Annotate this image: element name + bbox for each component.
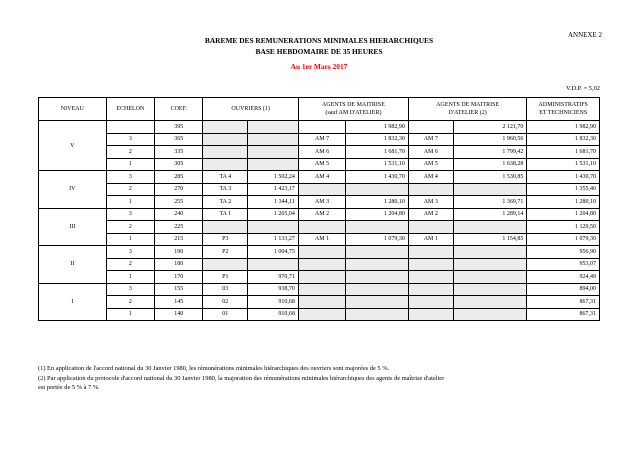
admin-value-cell: 1 204,80 bbox=[527, 208, 600, 221]
table-row bbox=[39, 208, 600, 221]
header-agents-atelier bbox=[408, 98, 526, 121]
coef-cell: 335 bbox=[155, 146, 203, 159]
ama-code-cell: AM 1 bbox=[408, 233, 453, 246]
echelon-cell: 3 bbox=[106, 171, 154, 184]
level-cell-ii: II bbox=[39, 246, 107, 284]
header-agents-maitrise-line2: (sauf AM D'ATELIER) bbox=[325, 110, 382, 116]
coef-cell: 305 bbox=[155, 158, 203, 171]
am-code-cell bbox=[298, 246, 345, 259]
table-row bbox=[39, 296, 600, 309]
coef-cell: 255 bbox=[155, 196, 203, 209]
coef-cell: 140 bbox=[155, 308, 203, 321]
am-code-cell: AM 1 bbox=[298, 233, 345, 246]
admin-value-cell: 1 355,40 bbox=[527, 183, 600, 196]
am-code-cell bbox=[298, 221, 345, 234]
coef-cell: 285 bbox=[155, 171, 203, 184]
ama-value-cell: 1 369,71 bbox=[453, 196, 527, 209]
am-code-cell: AM 6 bbox=[298, 146, 345, 159]
echelon-cell: 1 bbox=[106, 308, 154, 321]
ama-value-cell bbox=[453, 296, 527, 309]
footnote-2-line2: est portée de 5 % à 7 %. bbox=[38, 384, 100, 392]
ouvrier-code-cell: TA 4 bbox=[203, 171, 248, 184]
header-agents-maitrise bbox=[298, 98, 408, 121]
table-row bbox=[39, 146, 600, 159]
header-ouvriers: OUVRIERS (1) bbox=[203, 98, 299, 121]
ouvrier-value-cell: 1 004,75 bbox=[248, 246, 299, 259]
ama-value-cell: 1 960,56 bbox=[453, 133, 527, 146]
coef-cell: 145 bbox=[155, 296, 203, 309]
ama-code-cell bbox=[408, 121, 453, 134]
ouvrier-code-cell: TA 3 bbox=[203, 183, 248, 196]
footnote-2-line1: (2) Par application du protocole d'accord national du 30 Janvier 1980, la majoration des rémunérations minimales hiérarchiques des agents de maîtrise d'atelier bbox=[38, 374, 445, 382]
ouvrier-code-cell bbox=[203, 133, 248, 146]
echelon-cell: 3 bbox=[106, 208, 154, 221]
ouvrier-value-cell: 970,71 bbox=[248, 271, 299, 284]
header-niveau: NIVEAU bbox=[39, 98, 107, 121]
am-value-cell: 1 982,90 bbox=[346, 121, 409, 134]
header-agents-atelier-line2: D'ATELIER (2) bbox=[448, 110, 487, 116]
am-value-cell bbox=[346, 221, 409, 234]
ouvrier-value-cell: 1 265,04 bbox=[248, 208, 299, 221]
ouvrier-value-cell: 938,70 bbox=[248, 283, 299, 296]
level-cell-v: V bbox=[39, 121, 107, 171]
am-value-cell bbox=[346, 246, 409, 259]
ama-code-cell bbox=[408, 271, 453, 284]
admin-value-cell: 1 129,50 bbox=[527, 221, 600, 234]
coef-cell: 155 bbox=[155, 283, 203, 296]
ama-code-cell: AM 6 bbox=[408, 146, 453, 159]
level-cell-i: I bbox=[39, 283, 107, 321]
document-title: BAREME DES REMUNERATIONS MINIMALES HIERARCHIQUES bbox=[204, 36, 434, 45]
admin-value-cell: 1 531,10 bbox=[527, 158, 600, 171]
am-code-cell bbox=[298, 271, 345, 284]
footnotes bbox=[38, 364, 608, 393]
am-value-cell bbox=[346, 296, 409, 309]
document-subtitle: BASE HEBDOMAIRE DE 35 HEURES bbox=[255, 47, 383, 56]
ama-value-cell bbox=[453, 308, 527, 321]
ouvrier-code-cell: P1 bbox=[203, 271, 248, 284]
admin-value-cell: 867,31 bbox=[527, 296, 600, 309]
table-row bbox=[39, 233, 600, 246]
ouvrier-code-cell: 01 bbox=[203, 308, 248, 321]
table-row bbox=[39, 221, 600, 234]
header-agents-atelier-line1: AGENTS DE MAITRISE bbox=[436, 102, 500, 108]
table-row bbox=[39, 158, 600, 171]
echelon-cell: 3 bbox=[106, 283, 154, 296]
ama-code-cell: AM 4 bbox=[408, 171, 453, 184]
ama-code-cell bbox=[408, 308, 453, 321]
coef-cell: 215 bbox=[155, 233, 203, 246]
table-row bbox=[39, 171, 600, 184]
admin-value-cell: 1 832,30 bbox=[527, 133, 600, 146]
am-code-cell: AM 2 bbox=[298, 208, 345, 221]
ouvrier-value-cell: 910,68 bbox=[248, 296, 299, 309]
coef-cell: 225 bbox=[155, 221, 203, 234]
salary-scale-table bbox=[38, 97, 600, 321]
coef-cell: 240 bbox=[155, 208, 203, 221]
footnote-1: (1) En application de l'accord national du 30 Janvier 1980, les rémunérations minimales hiérarchiques des ouvriers sont majorées de 5 %. bbox=[38, 365, 390, 372]
ouvrier-code-cell: TA 1 bbox=[203, 208, 248, 221]
admin-value-cell: 924,49 bbox=[527, 271, 600, 284]
table-row bbox=[39, 271, 600, 284]
admin-value-cell: 1 079,30 bbox=[527, 233, 600, 246]
ama-value-cell: 1 154,85 bbox=[453, 233, 527, 246]
ama-code-cell bbox=[408, 221, 453, 234]
ouvrier-value-cell: 1 502,24 bbox=[248, 171, 299, 184]
echelon-cell: 1 bbox=[106, 196, 154, 209]
ama-value-cell bbox=[453, 283, 527, 296]
am-code-cell: AM 4 bbox=[298, 171, 345, 184]
coef-cell: 270 bbox=[155, 183, 203, 196]
echelon-cell: 2 bbox=[106, 258, 154, 271]
ama-code-cell bbox=[408, 258, 453, 271]
admin-value-cell: 1 982,90 bbox=[527, 121, 600, 134]
am-value-cell bbox=[346, 283, 409, 296]
table-row bbox=[39, 133, 600, 146]
echelon-cell: 3 bbox=[106, 246, 154, 259]
coef-cell: 170 bbox=[155, 271, 203, 284]
coef-cell: 180 bbox=[155, 258, 203, 271]
ouvrier-value-cell: 1 344,11 bbox=[248, 196, 299, 209]
ama-value-cell: 2 121,70 bbox=[453, 121, 527, 134]
am-value-cell bbox=[346, 183, 409, 196]
am-code-cell bbox=[298, 121, 345, 134]
am-code-cell bbox=[298, 183, 345, 196]
table-row bbox=[39, 283, 600, 296]
ama-value-cell bbox=[453, 183, 527, 196]
ouvrier-code-cell bbox=[203, 146, 248, 159]
echelon-cell: 2 bbox=[106, 296, 154, 309]
am-value-cell: 1 531,10 bbox=[346, 158, 409, 171]
table-header-row bbox=[39, 98, 600, 121]
ouvrier-code-cell: 02 bbox=[203, 296, 248, 309]
header-admin-line2: ET TECHNICIENS bbox=[539, 110, 588, 116]
ama-value-cell bbox=[453, 271, 527, 284]
table-row bbox=[39, 183, 600, 196]
header-coef: COEF. bbox=[155, 98, 203, 121]
am-code-cell bbox=[298, 283, 345, 296]
ouvrier-value-cell bbox=[248, 121, 299, 134]
ouvrier-code-cell bbox=[203, 258, 248, 271]
am-code-cell bbox=[298, 258, 345, 271]
ama-code-cell: AM 2 bbox=[408, 208, 453, 221]
ouvrier-code-cell bbox=[203, 158, 248, 171]
level-cell-iv: IV bbox=[39, 171, 107, 209]
ama-code-cell: AM 3 bbox=[408, 196, 453, 209]
admin-value-cell: 953,07 bbox=[527, 258, 600, 271]
am-code-cell: AM 3 bbox=[298, 196, 345, 209]
echelon-cell: 1 bbox=[106, 158, 154, 171]
admin-value-cell: 867,31 bbox=[527, 308, 600, 321]
am-code-cell bbox=[298, 308, 345, 321]
header-admin-line1: ADMINISTRATIFS bbox=[538, 102, 588, 108]
table-row bbox=[39, 308, 600, 321]
ouvrier-value-cell: 1 133,27 bbox=[248, 233, 299, 246]
ama-value-cell bbox=[453, 246, 527, 259]
ouvrier-code-cell: P2 bbox=[203, 246, 248, 259]
admin-value-cell: 1 430,70 bbox=[527, 171, 600, 184]
ouvrier-code-cell: TA 2 bbox=[203, 196, 248, 209]
echelon-cell: 1 bbox=[106, 233, 154, 246]
table-row bbox=[39, 258, 600, 271]
am-value-cell bbox=[346, 258, 409, 271]
table-row bbox=[39, 246, 600, 259]
vdp-value: V.D.P. = 5,02 bbox=[565, 85, 600, 92]
am-value-cell: 1 681,70 bbox=[346, 146, 409, 159]
ama-code-cell: AM 5 bbox=[408, 158, 453, 171]
ouvrier-code-cell bbox=[203, 221, 248, 234]
ouvrier-code-cell: P3 bbox=[203, 233, 248, 246]
admin-value-cell: 894,00 bbox=[527, 283, 600, 296]
ama-code-cell bbox=[408, 183, 453, 196]
am-value-cell: 1 430,70 bbox=[346, 171, 409, 184]
ama-value-cell: 1 799,42 bbox=[453, 146, 527, 159]
echelon-cell: 3 bbox=[106, 133, 154, 146]
am-value-cell bbox=[346, 308, 409, 321]
level-cell-iii: III bbox=[39, 208, 107, 246]
ouvrier-code-cell bbox=[203, 121, 248, 134]
ama-value-cell: 1 530,85 bbox=[453, 171, 527, 184]
annexe-label: ANNEXE 2 bbox=[567, 31, 602, 39]
ama-code-cell: AM 7 bbox=[408, 133, 453, 146]
admin-value-cell: 956,90 bbox=[527, 246, 600, 259]
table-row bbox=[39, 196, 600, 209]
ouvrier-value-cell: 1 423,17 bbox=[248, 183, 299, 196]
am-value-cell bbox=[346, 271, 409, 284]
echelon-cell: 2 bbox=[106, 221, 154, 234]
admin-value-cell: 1 681,70 bbox=[527, 146, 600, 159]
am-code-cell: AM 5 bbox=[298, 158, 345, 171]
echelon-cell bbox=[106, 121, 154, 134]
ouvrier-value-cell bbox=[248, 221, 299, 234]
ama-code-cell bbox=[408, 296, 453, 309]
am-code-cell bbox=[298, 296, 345, 309]
ouvrier-value-cell bbox=[248, 146, 299, 159]
ouvrier-value-cell bbox=[248, 158, 299, 171]
header-admin bbox=[527, 98, 600, 121]
header-agents-maitrise-line1: AGENTS DE MAITRISE bbox=[321, 102, 385, 108]
effective-date: Au 1er Mars 2017 bbox=[290, 62, 348, 71]
am-code-cell: AM 7 bbox=[298, 133, 345, 146]
admin-value-cell: 1 280,10 bbox=[527, 196, 600, 209]
ouvrier-value-cell bbox=[248, 133, 299, 146]
ouvrier-value-cell: 910,68 bbox=[248, 308, 299, 321]
am-value-cell: 1 280,10 bbox=[346, 196, 409, 209]
am-value-cell: 1 079,30 bbox=[346, 233, 409, 246]
echelon-cell: 2 bbox=[106, 146, 154, 159]
am-value-cell: 1 204,80 bbox=[346, 208, 409, 221]
table-row bbox=[39, 121, 600, 134]
coef-cell: 365 bbox=[155, 133, 203, 146]
ouvrier-value-cell bbox=[248, 258, 299, 271]
echelon-cell: 2 bbox=[106, 183, 154, 196]
ama-code-cell bbox=[408, 246, 453, 259]
am-value-cell: 1 832,30 bbox=[346, 133, 409, 146]
ama-value-cell bbox=[453, 258, 527, 271]
ouvrier-code-cell: 03 bbox=[203, 283, 248, 296]
ama-code-cell bbox=[408, 283, 453, 296]
ama-value-cell bbox=[453, 221, 527, 234]
coef-cell: 395 bbox=[155, 121, 203, 134]
ama-value-cell: 1 638,28 bbox=[453, 158, 527, 171]
coef-cell: 190 bbox=[155, 246, 203, 259]
ama-value-cell: 1 289,14 bbox=[453, 208, 527, 221]
header-echelon: ECHELON bbox=[106, 98, 154, 121]
echelon-cell: 1 bbox=[106, 271, 154, 284]
